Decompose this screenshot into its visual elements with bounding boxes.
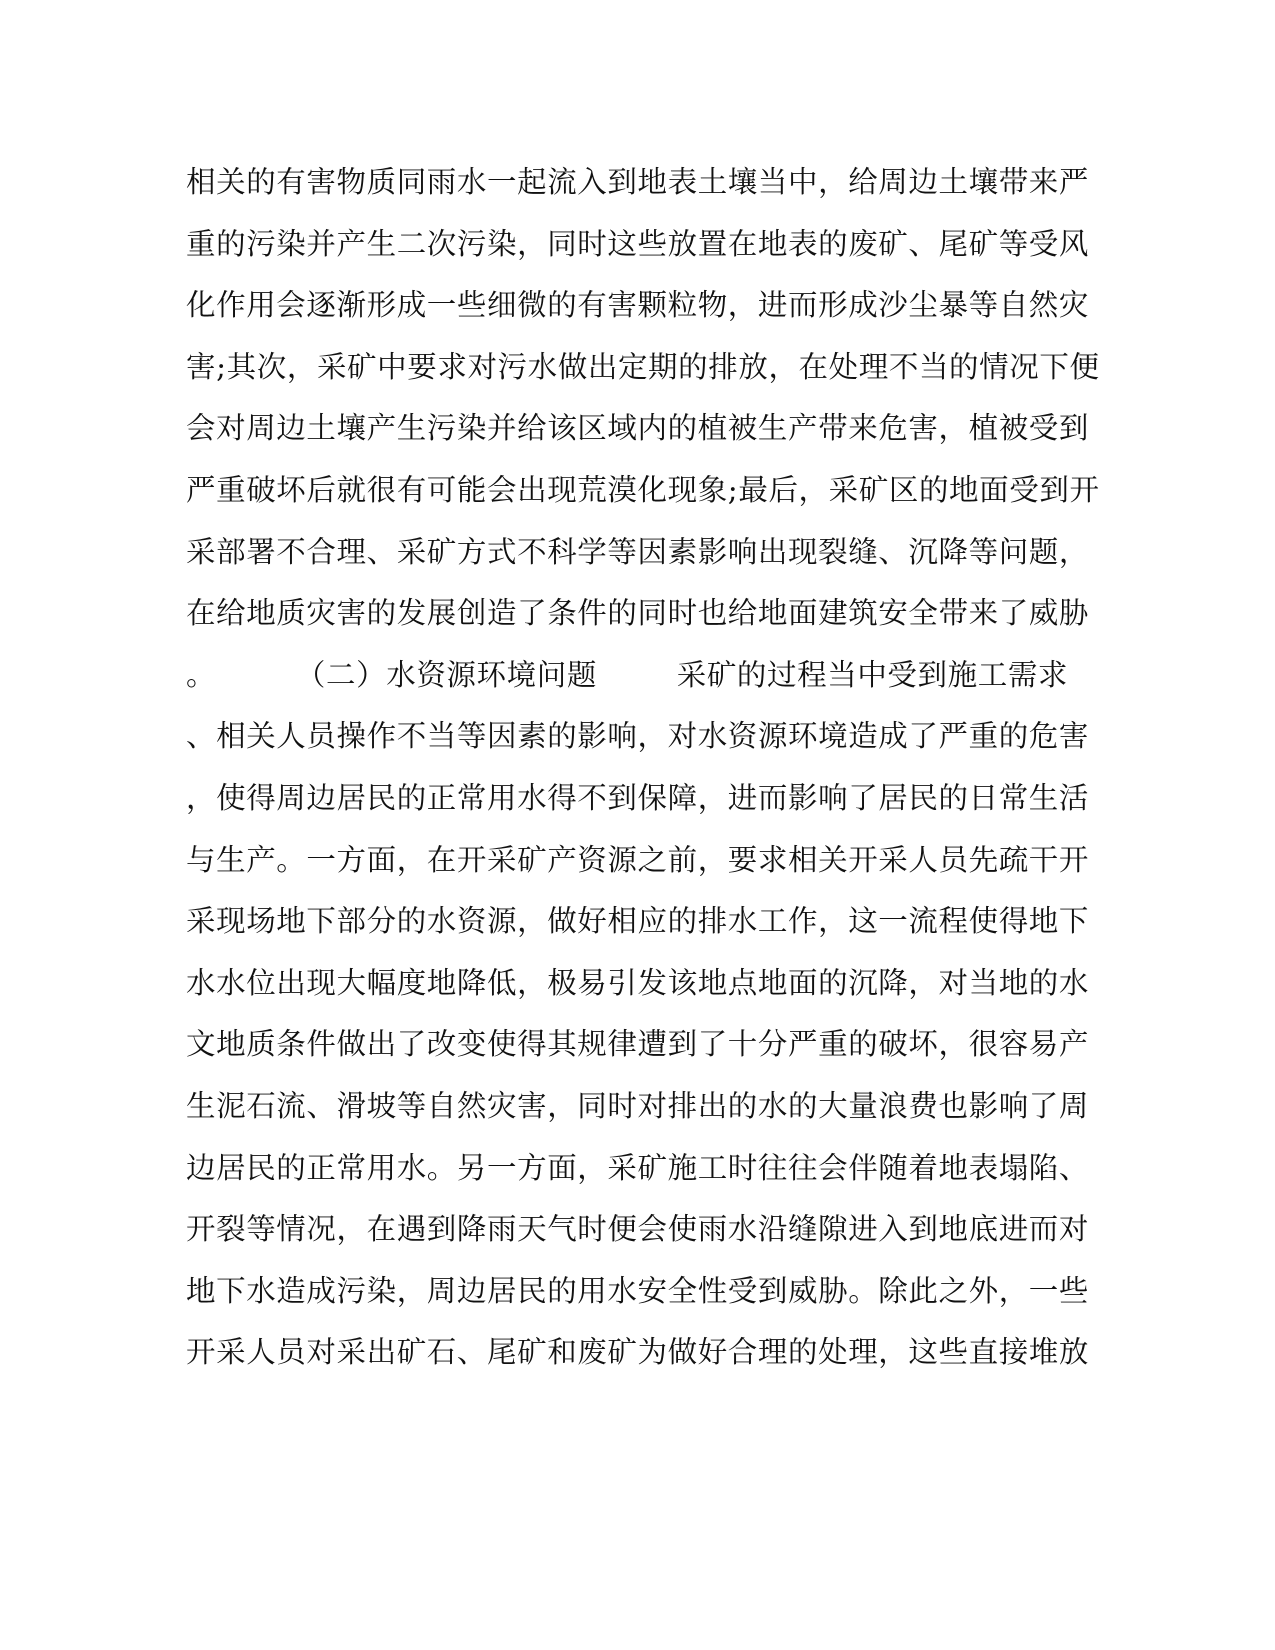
text-line: 严重破坏后就很有可能会出现荒漠化现象;最后，采矿区的地面受到开 — [186, 472, 1100, 507]
text-line: 与生产。一方面，在开采矿产资源之前，要求相关开采人员先疏干开 — [186, 842, 1090, 877]
section-heading-line: 。 （二）水资源环境问题 采矿的过程当中受到施工需求 — [186, 657, 1069, 692]
text-line: 地下水造成污染，周边居民的用水安全性受到威胁。除此之外，一些 — [186, 1273, 1090, 1308]
text-line: 采现场地下部分的水资源，做好相应的排水工作，这一流程使得地下 — [186, 904, 1090, 939]
text-line: 生泥石流、滑坡等自然灾害，同时对排出的水的大量浪费也影响了周 — [186, 1088, 1090, 1123]
text-line: 害;其次，采矿中要求对污水做出定期的排放，在处理不当的情况下便 — [186, 349, 1100, 384]
text-line: 水水位出现大幅度地降低，极易引发该地点地面的沉降，对当地的水 — [186, 965, 1090, 1000]
text-line: 在给地质灾害的发展创造了条件的同时也给地面建筑安全带来了威胁 — [186, 596, 1090, 631]
text-line: 重的污染并产生二次污染，同时这些放置在地表的废矿、尾矿等受风 — [186, 226, 1090, 261]
text-line: 开裂等情况，在遇到降雨天气时便会使雨水沿缝隙进入到地底进而对 — [186, 1212, 1090, 1247]
text-line: 开采人员对采出矿石、尾矿和废矿为做好合理的处理，这些直接堆放 — [186, 1335, 1090, 1370]
text-line: 边居民的正常用水。另一方面，采矿施工时往往会伴随着地表塌陷、 — [186, 1150, 1090, 1185]
body-text — [186, 152, 1100, 1384]
text-line: 化作用会逐渐形成一些细微的有害颗粒物，进而形成沙尘暴等自然灾 — [186, 288, 1090, 323]
text-line: 、相关人员操作不当等因素的影响，对水资源环境造成了严重的危害 — [186, 719, 1090, 754]
text-line: 文地质条件做出了改变使得其规律遭到了十分严重的破坏，很容易产 — [186, 1027, 1090, 1062]
text-line: 采部署不合理、采矿方式不科学等因素影响出现裂缝、沉降等问题， — [186, 534, 1090, 569]
text-line: 会对周边土壤产生污染并给该区域内的植被生产带来危害，植被受到 — [186, 411, 1090, 446]
text-line: ，使得周边居民的正常用水得不到保障，进而影响了居民的日常生活 — [186, 780, 1090, 815]
text-line: 相关的有害物质同雨水一起流入到地表土壤当中，给周边土壤带来严 — [186, 165, 1090, 199]
